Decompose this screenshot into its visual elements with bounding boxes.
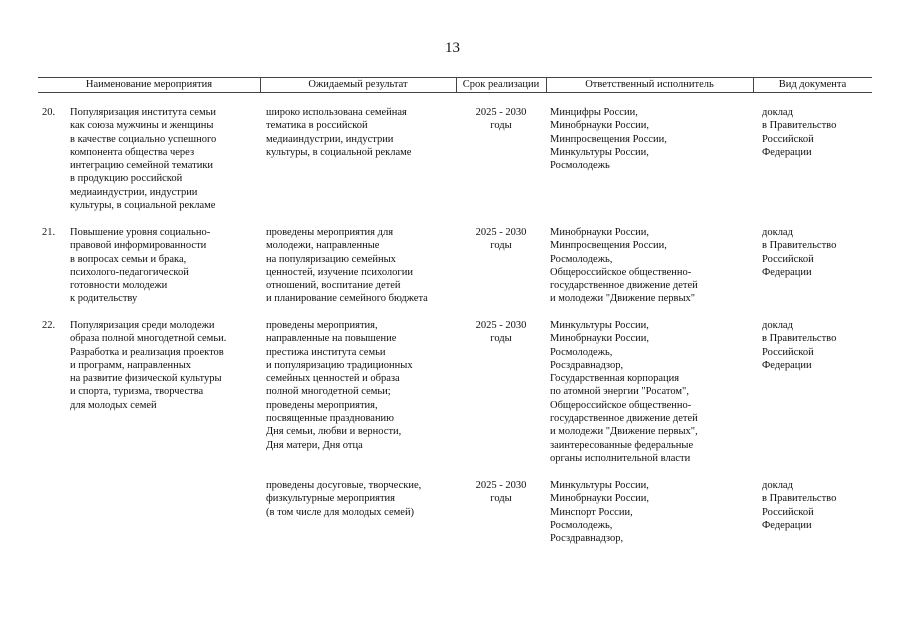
implementation-term: 2025 - 2030 годы (475, 227, 527, 252)
page-number: 13 (445, 40, 460, 56)
header-doc: Вид документа (778, 79, 847, 90)
responsible-executor: Минобрнауки России, Минпросвещения России, Росмолодежь, Общероссийское общественно- государственное движение детей и молодежи "Движение первых" (550, 227, 698, 305)
expected-result: широко использована семейная тематика в российской медиаиндустрии, индустрии культуры, в социальной рекламе (266, 107, 412, 158)
table-header (38, 77, 872, 93)
document-type: доклад в Правительство Российской Федерации (762, 480, 837, 531)
header-exec: Ответственный исполнитель (585, 79, 714, 90)
event-name: Популяризация института семьи как союза мужчины и женщины в качестве социально успешного компонента общества через интеграцию семейной тематики в продукцию российской медиаиндустрии, индустрии культуры, в социальной рекламе (70, 107, 217, 212)
header-name: Наименование мероприятия (85, 79, 213, 90)
event-name: Популяризация среди молодежи образа полной многодетной семьи. Разработка и реализация проектов и программ, направленных на развитие физической культуры и спорта, туризма, творчества для молодых семей (70, 320, 227, 411)
row-number: 22. (42, 320, 56, 331)
implementation-term: 2025 - 2030 годы (475, 320, 527, 345)
expected-result: проведены мероприятия для молодежи, направленные на популяризацию семейных ценностей, изучение психологии отношений, воспитание детей и планирование семейного бюджета (266, 227, 428, 305)
document-type: доклад в Правительство Российской Федерации (762, 227, 837, 278)
implementation-term: 2025 - 2030 годы (475, 480, 527, 505)
event-name: Повышение уровня социально- правовой информированности в вопросах семьи и брака, психолого-педагогической готовности молодежи к родительству (70, 227, 211, 305)
document-type: доклад в Правительство Российской Федерации (762, 107, 837, 158)
responsible-executor: Минцифры России, Минобрнауки России, Минпросвещения России, Минкультуры России, Росмолодежь (550, 107, 667, 172)
row-number: 21. (42, 227, 56, 238)
header-result: Ожидаемый результат (308, 79, 408, 90)
document-type: доклад в Правительство Российской Федерации (762, 320, 837, 371)
implementation-term: 2025 - 2030 годы (475, 107, 527, 132)
responsible-executor: Минкультуры России, Минобрнауки России, Минспорт России, Росмолодежь, Росздравнадзор, (550, 480, 650, 545)
responsible-executor: Минкультуры России, Минобрнауки России, Росмолодежь, Росздравнадзор, Государственная корпорация по атомной энергии "Росатом", Общероссийское общественно- государственное движение детей и молодежи "Движение первых", заинтересованные федеральные органы исполнительной власти (550, 320, 698, 464)
expected-result: проведены досуговые, творческие, физкультурные мероприятия (в том числе для молодых семей) (266, 480, 422, 518)
header-term: Срок реализации (462, 79, 540, 90)
expected-result: проведены мероприятия, направленные на повышение престижа института семьи и популяризацию традиционных семейных ценностей и образа полной многодетной семьи; проведены мероприятия, посвященные празднованию Дня семьи, любви и верности, Дня матери, Дня отца (266, 320, 413, 451)
row-number: 20. (42, 107, 56, 118)
